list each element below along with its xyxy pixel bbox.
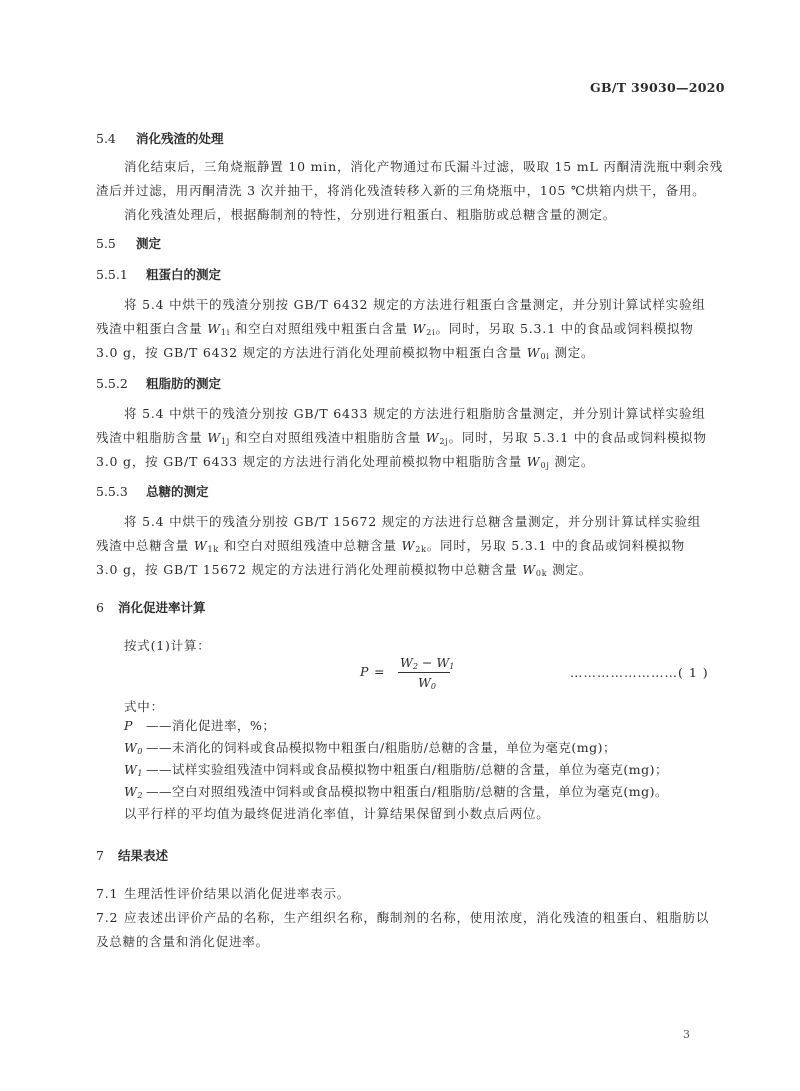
- variable-definition: $W_2$ ——空白对照组残渣中饲料或食品模拟物中粗蛋白/粗脂肪/总糖的含量，单位为毫克(mg)。: [124, 784, 669, 800]
- formula-equals: =: [374, 664, 385, 679]
- equation-number: ……………………( 1 ): [570, 665, 709, 680]
- section-number: 6: [96, 600, 104, 615]
- section-title: 消化残渣的处理: [136, 131, 224, 146]
- section-heading-5-5-1: [96, 265, 221, 283]
- paragraph-line: 消化结束后，三角烧瓶静置 10 min，消化产物通过布氏漏斗过滤，吸取 15 mL 丙酮清洗瓶中剩余残: [124, 159, 724, 174]
- section-number: 5.5.1: [96, 267, 128, 282]
- section-number: 5.5.2: [96, 376, 128, 391]
- section-heading-5-5-2: [96, 374, 221, 392]
- section-title: 总糖的测定: [146, 484, 209, 499]
- formula-intro: 按式(1)计算：: [124, 638, 211, 653]
- paragraph-line: 3.0 g，按 GB/T 6433 规定的方法进行消化处理前模拟物中粗脂肪含量 $W_{0j}$ 测定。: [96, 454, 595, 470]
- clause-7-2: 7.2 应表述出评价产品的名称，生产组织名称，酶制剂的名称，使用浓度，消化残渣的粗蛋白、粗脂肪以: [96, 910, 710, 925]
- paragraph-line: 3.0 g，按 GB/T 15672 规定的方法进行消化处理前模拟物中总糖含量 $W_{0k}$ 测定。: [96, 562, 593, 578]
- paragraph-line: 残渣中总糖含量 $W_{1k}$ 和空白对照组残渣中总糖含量 $W_{2k}$。同时，另取 5.3.1 中的食品或饲料模拟物: [96, 538, 685, 554]
- section-number: 5.5.3: [96, 484, 128, 499]
- calculation-note: 以平行样的平均值为最终促进消化率值，计算结果保留到小数点后两位。: [124, 806, 550, 821]
- section-number: 5.4: [96, 131, 116, 146]
- section-title: 消化促进率计算: [118, 600, 206, 615]
- where-label: 式中：: [124, 699, 164, 714]
- section-title: 粗脂肪的测定: [146, 376, 222, 391]
- section-number: 7: [96, 848, 104, 863]
- variable-definition: P ——消化促进率，%；: [124, 718, 276, 733]
- standard-number: GB/T 39030—2020: [590, 80, 725, 95]
- paragraph-line: 3.0 g，按 GB/T 6432 规定的方法进行消化处理前模拟物中粗蛋白含量 $W_{0i}$ 测定。: [96, 345, 595, 361]
- section-number: 5.5: [96, 236, 116, 251]
- section-heading-6: [96, 598, 206, 616]
- section-heading-5-5-3: [96, 482, 209, 500]
- section-heading-5-4: [96, 129, 224, 147]
- paragraph-line: 残渣中粗蛋白含量 $W_{1i}$ 和空白对照组残中粗蛋白含量 $W_{2i}$。同时，另取 5.3.1 中的食品或饲料模拟物: [96, 321, 694, 337]
- variable-definition: $W_1$ ——试样实验组残渣中饲料或食品模拟物中粗蛋白/粗脂肪/总糖的含量，单位为毫克(mg)；: [124, 762, 669, 778]
- paragraph-line: 将 5.4 中烘干的残渣分别按 GB/T 15672 规定的方法进行总糖含量测定，并分别计算试样实验组: [124, 514, 702, 529]
- paragraph-line: 渣后并过滤，用丙酮清洗 3 次并抽干，将消化残渣转移入新的三角烧瓶中，105 ℃烘箱内烘干，备用。: [96, 183, 706, 198]
- paragraph-line: 残渣中粗脂肪含量 $W_{1j}$ 和空白对照组残渣中粗脂肪含量 $W_{2j}$。同时，另取 5.3.1 中的食品或饲料模拟物: [96, 430, 707, 446]
- formula-denominator: $W_0$: [418, 675, 436, 691]
- section-title: 结果表述: [118, 848, 169, 863]
- formula: [360, 655, 460, 693]
- clause-7-1: 7.1 生理活性评价结果以消化促进率表示。: [96, 886, 351, 901]
- paragraph-line: 将 5.4 中烘干的残渣分别按 GB/T 6432 规定的方法进行粗蛋白含量测定，并分别计算试样实验组: [124, 297, 706, 312]
- paragraph-line: 消化残渣处理后，根据酶制剂的特性，分别进行粗蛋白、粗脂肪或总糖含量的测定。: [124, 207, 617, 222]
- section-heading-5-5: [96, 234, 161, 252]
- section-title: 粗蛋白的测定: [146, 267, 222, 282]
- variable-definition: $W_0$ ——未消化的饲料或食品模拟物中粗蛋白/粗脂肪/总糖的含量，单位为毫克(mg)；: [124, 740, 617, 756]
- clause-7-2-continued: 及总糖的含量和消化促进率。: [96, 934, 269, 949]
- formula-lhs: P: [360, 664, 369, 679]
- section-title: 测定: [136, 236, 162, 251]
- page-number: 3: [683, 1028, 690, 1041]
- section-heading-7: [96, 846, 168, 864]
- paragraph-line: 将 5.4 中烘干的残渣分别按 GB/T 6433 规定的方法进行粗脂肪含量测定，并分别计算试样实验组: [124, 406, 706, 421]
- formula-numerator: $W_2 - W_1$: [400, 655, 455, 671]
- fraction-bar: [398, 672, 450, 673]
